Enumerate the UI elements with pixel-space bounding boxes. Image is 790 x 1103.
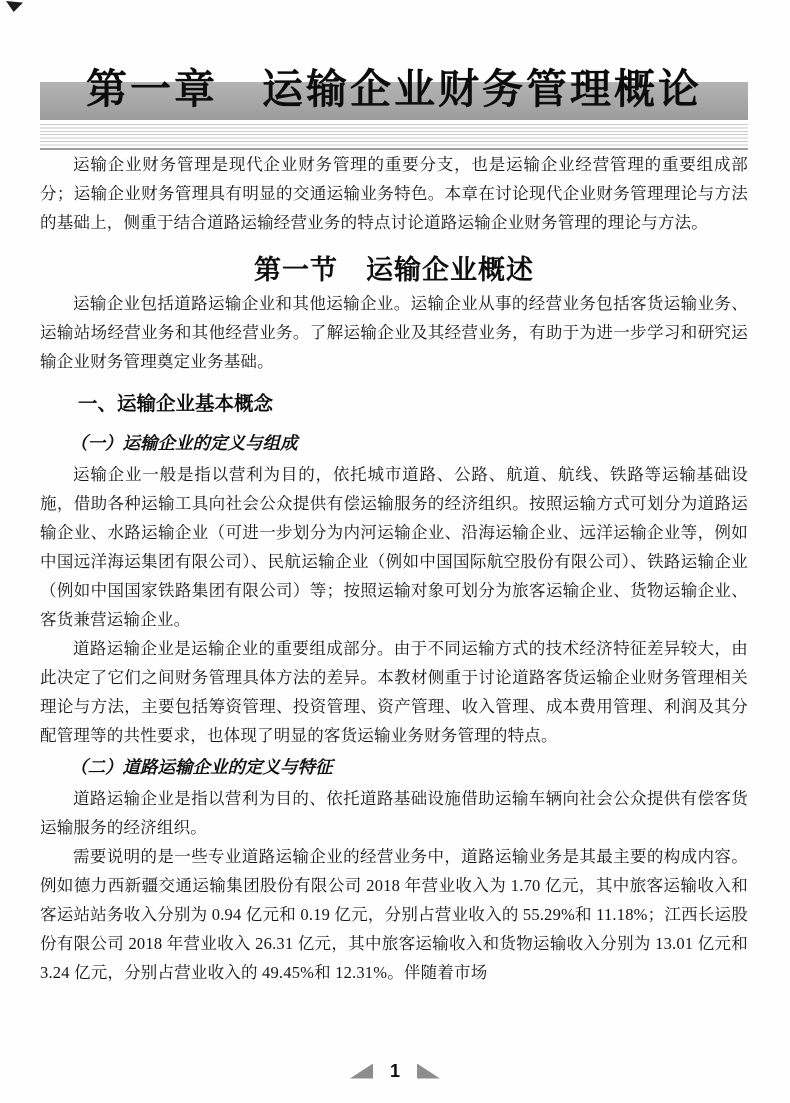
section-title: 第一节 运输企业概述 [254, 255, 534, 285]
subheading-definition-composition: （一）运输企业的定义与组成 [70, 433, 298, 453]
footer-left-triangle-icon [350, 1064, 373, 1079]
subheading-road-definition-features: （二）道路运输企业的定义与特征 [70, 757, 333, 777]
section-lead-paragraph: 运输企业包括道路运输企业和其他运输企业。运输企业从事的经营业务包括客货运输业务、运输站场经营业务和其他经营业务。了解运输企业及其经营业务，有助于为进一步学习和研究运输企业财务管理奠定业务基础。 [40, 294, 748, 371]
paragraph-road-enterprise-definition: 道路运输企业是指以营利为目的、依托道路基础设施借助运输车辆向社会公众提供有偿客货运输服务的经济组织。 [40, 789, 748, 837]
paragraph-road-transport-importance: 道路运输企业是运输企业的重要组成部分。由于不同运输方式的技术经济特征差异较大，由此决定了它们之间财务管理具体方法的差异。本教材侧重于讨论道路客货运输企业财务管理相关理论与方法，主要包括筹资管理、投资管理、资产管理、收入管理、成本费用管理、利润及其分配管理等的共性要求，也体现了明显的客货运输业务财务管理的特点。 [40, 639, 748, 745]
decorative-ruled-lines [40, 124, 748, 150]
scan-artifact [6, 1, 23, 12]
heading-basic-concepts: 一、运输企业基本概念 [78, 393, 274, 415]
paragraph-road-business-examples: 需要说明的是一些专业道路运输企业的经营业务中，道路运输业务是其最主要的构成内容。例如德力西新疆交通运输集团股份有限公司 2018 年营业收入为 1.70 亿元，其中旅客运输收入和客运站站务收入分别为 0.94 亿元和 0.19 亿元，分别占营业收入的 55.29%和 11.18%；江西长运股份有限公司 2018 年营业收入 26.31 亿元，其中旅客运输收入和货物运输收入分别为 13.01 亿元和 3.24 亿元，分别占营业收入的 49.45%和 12.31%。伴随着市场 [40, 847, 748, 982]
paragraph-transport-enterprise-definition: 运输企业一般是指以营利为目的，依托城市道路、公路、航道、航线、铁路等运输基础设施，借助各种运输工具向社会公众提供有偿运输服务的经济组织。按照运输方式可划分为道路运输企业、水路运输企业（可进一步划分为内河运输企业、沿海运输企业、远洋运输企业等，例如中国远洋海运集团有限公司）、民航运输企业（例如中国国际航空股份有限公司）、铁路运输企业（例如中国国家铁路集团有限公司）等；按照运输对象可划分为旅客运输企业、货物运输企业、客货兼营运输企业。 [40, 465, 748, 629]
page-footer [0, 1062, 790, 1080]
intro-paragraph: 运输企业财务管理是现代企业财务管理的重要分支，也是运输企业经营管理的重要组成部分；运输企业财务管理具有明显的交通运输业务特色。本章在讨论现代企业财务管理理论与方法的基础上，侧重于结合道路运输经营业务的特点讨论道路运输企业财务管理的理论与方法。 [40, 155, 748, 232]
page-number: 1 [389, 1061, 400, 1081]
page-content [40, 0, 748, 987]
chapter-title: 第一章 运输企业财务管理概论 [86, 66, 702, 112]
chapter-banner [40, 66, 748, 120]
footer-right-triangle-icon [417, 1064, 440, 1079]
